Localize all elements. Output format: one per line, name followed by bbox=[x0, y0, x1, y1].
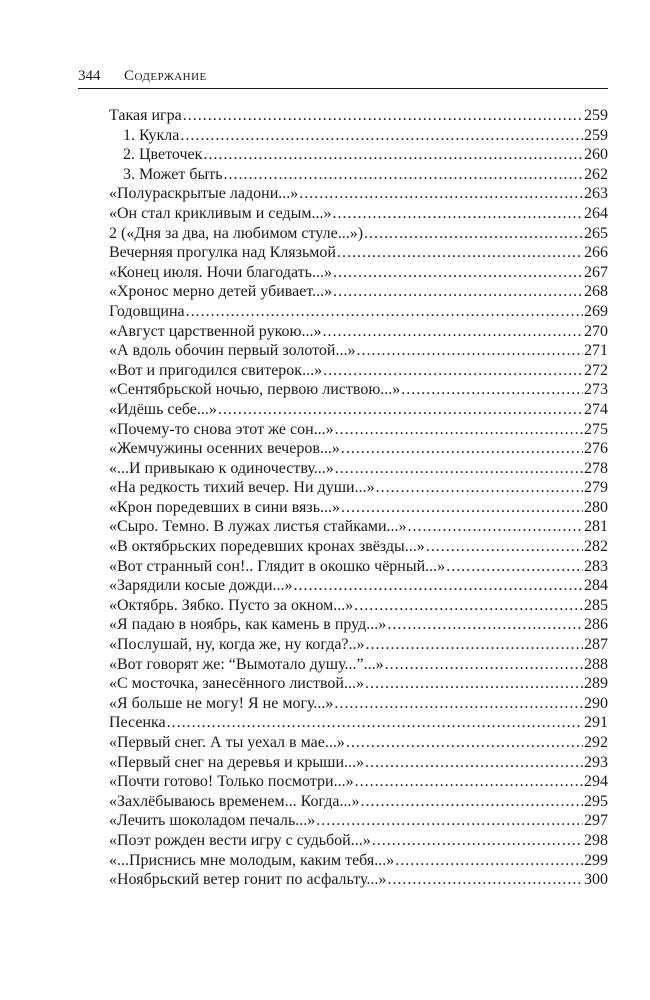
toc-dot-leader bbox=[322, 322, 583, 342]
toc-entry-title: 3. Может быть bbox=[123, 165, 223, 183]
toc-dot-leader bbox=[341, 439, 583, 459]
toc-dot-leader bbox=[323, 361, 583, 381]
toc-entry-title: 2 («Дня за два, на любимом стуле...») bbox=[109, 224, 364, 242]
toc-entry-title: «Идёшь себе...» bbox=[109, 400, 217, 418]
running-head bbox=[78, 66, 608, 88]
toc-entry bbox=[109, 831, 608, 851]
toc-entry bbox=[109, 674, 608, 694]
toc-entry bbox=[109, 439, 608, 459]
toc-entry-page: 259 bbox=[584, 107, 608, 124]
toc-entry bbox=[109, 576, 608, 596]
toc-entry bbox=[109, 753, 608, 773]
toc-dot-leader bbox=[408, 517, 583, 537]
toc-entry-page: 298 bbox=[584, 831, 608, 849]
toc-entry bbox=[109, 478, 608, 498]
toc-entry-title: «Октябрь. Зябко. Пусто за окном...» bbox=[109, 596, 354, 614]
toc-entry-page: 285 bbox=[584, 596, 608, 614]
page-number: 344 bbox=[78, 68, 101, 84]
toc-entry-title: Годовщина bbox=[109, 302, 185, 320]
header-rule bbox=[78, 88, 608, 89]
toc-entry-page: 263 bbox=[584, 185, 608, 203]
toc-entry-title: «Захлёбываюсь временем... Когда...» bbox=[109, 792, 360, 810]
toc-dot-leader bbox=[364, 224, 583, 244]
toc-entry-title: «Ноябрьский ветер гонит по асфальту...» bbox=[109, 871, 387, 889]
toc-entry-page: 289 bbox=[584, 675, 608, 693]
toc-dot-leader bbox=[183, 106, 583, 126]
toc-dot-leader bbox=[341, 498, 583, 518]
toc-entry-title: «Он стал крикливым и седым...» bbox=[109, 204, 332, 222]
toc-entry-page: 280 bbox=[584, 498, 608, 516]
toc-dot-leader bbox=[366, 635, 583, 655]
toc-entry bbox=[109, 459, 608, 479]
toc-entry-title: «Поэт рожден вести игру с судьбой...» bbox=[109, 831, 371, 849]
toc-entry-page: 265 bbox=[584, 224, 608, 242]
toc-entry-page: 281 bbox=[584, 518, 608, 536]
toc-entry-page: 266 bbox=[584, 244, 608, 262]
toc-entry-title: «Зарядили косые дожди...» bbox=[109, 577, 293, 595]
toc-dot-leader bbox=[426, 537, 583, 557]
toc-entry-page: 268 bbox=[584, 283, 608, 301]
toc-dot-leader bbox=[203, 145, 583, 165]
toc-entry-page: 288 bbox=[584, 655, 608, 673]
toc-entry bbox=[109, 694, 608, 714]
toc-entry-title: «Вот и пригодился свитерок...» bbox=[109, 361, 323, 379]
toc-dot-leader bbox=[356, 341, 583, 361]
toc-entry bbox=[109, 851, 608, 871]
toc-dot-leader bbox=[180, 126, 583, 146]
toc-entry bbox=[109, 302, 608, 322]
toc-entry-page: 291 bbox=[584, 714, 608, 732]
toc-entry-page: 267 bbox=[584, 263, 608, 281]
toc-entry-page: 283 bbox=[584, 557, 608, 575]
toc-entry bbox=[109, 184, 608, 204]
toc-entry bbox=[109, 380, 608, 400]
toc-dot-leader bbox=[335, 459, 583, 479]
toc-entry-page: 293 bbox=[584, 753, 608, 771]
toc-entry-title: Вечерняя прогулка над Клязьмой bbox=[109, 244, 336, 262]
toc-entry-page: 299 bbox=[584, 851, 608, 869]
toc-entry-title: «Крон поредевших в сини вязь...» bbox=[109, 498, 341, 516]
toc-entry-page: 286 bbox=[584, 616, 608, 634]
toc-entry-title: «Вот странный сон!.. Глядит в окошко чёрный...» bbox=[109, 557, 446, 575]
toc-entry-title: Песенка bbox=[109, 714, 166, 732]
toc-entry bbox=[109, 322, 608, 342]
toc-entry bbox=[109, 282, 608, 302]
toc-dot-leader bbox=[337, 243, 583, 263]
toc-dot-leader bbox=[355, 772, 583, 792]
toc-entry-title: «Я больше не могу! Я не могу...» bbox=[109, 694, 334, 712]
toc-entry-page: 273 bbox=[584, 381, 608, 399]
toc-dot-leader bbox=[346, 733, 583, 753]
toc-entry-page: 269 bbox=[584, 302, 608, 320]
toc-entry-page: 271 bbox=[584, 342, 608, 360]
toc-entry-title: Такая игра bbox=[109, 107, 182, 124]
toc-dot-leader bbox=[372, 831, 583, 851]
toc-entry bbox=[109, 792, 608, 812]
toc-entry bbox=[109, 517, 608, 537]
toc-dot-leader bbox=[332, 204, 583, 224]
toc-entry bbox=[109, 420, 608, 440]
toc-entry-page: 297 bbox=[584, 812, 608, 830]
toc-entry-title: «Послушай, ну, когда же, ну когда?..» bbox=[109, 636, 365, 654]
toc-entry-page: 262 bbox=[584, 165, 608, 183]
toc-entry-page: 272 bbox=[584, 361, 608, 379]
toc-dot-leader bbox=[387, 870, 583, 890]
toc-dot-leader bbox=[186, 302, 583, 322]
toc-entry-page: 278 bbox=[584, 459, 608, 477]
toc-entry-title: «Первый снег. А ты уехал в мае...» bbox=[109, 734, 345, 751]
toc-entry-title: «Конец июля. Ночи благодать...» bbox=[109, 263, 332, 281]
toc-entry bbox=[109, 106, 608, 126]
toc-entry bbox=[109, 596, 608, 616]
toc-dot-leader bbox=[334, 694, 583, 714]
toc-entry-page: 260 bbox=[584, 146, 608, 164]
toc-entry-title: «Сентябрьской ночью, первою листвою...» bbox=[109, 381, 401, 399]
toc-dot-leader bbox=[385, 655, 583, 675]
toc-entry-page: 282 bbox=[584, 538, 608, 556]
toc-entry-title: «Жемчужины осенних вечеров...» bbox=[109, 440, 340, 458]
toc-entry bbox=[109, 537, 608, 557]
toc-dot-leader bbox=[365, 674, 583, 694]
toc-dot-leader bbox=[224, 165, 583, 185]
toc-entry-title: «В октябрьских поредевших кронах звёзды...» bbox=[109, 538, 425, 556]
toc-entry-title: «Лечить шоколадом печаль...» bbox=[109, 812, 316, 830]
toc-entry-page: 294 bbox=[584, 773, 608, 791]
toc-entry bbox=[109, 400, 608, 420]
toc-dot-leader bbox=[218, 400, 583, 420]
toc-entry-page: 300 bbox=[584, 871, 608, 889]
toc-entry-page: 284 bbox=[584, 577, 608, 595]
toc-entry-title: «Почти готово! Только посмотри...» bbox=[109, 773, 354, 791]
toc-entry-page: 259 bbox=[584, 126, 608, 144]
toc-dot-leader bbox=[294, 576, 583, 596]
toc-entry-title: «...И привыкаю к одиночеству...» bbox=[109, 459, 334, 477]
toc-entry-title: «Полураскрытые ладони...» bbox=[109, 185, 299, 203]
toc-entry-page: 276 bbox=[584, 440, 608, 458]
toc-entry-title: 2. Цветочек bbox=[123, 146, 203, 164]
toc-dot-leader bbox=[333, 282, 583, 302]
toc-entry bbox=[109, 870, 608, 890]
toc-entry-title: «На редкость тихий вечер. Ни души...» bbox=[109, 479, 375, 497]
toc-entry bbox=[109, 243, 608, 263]
toc-entry bbox=[109, 165, 608, 185]
toc-entry-page: 279 bbox=[584, 479, 608, 497]
toc-dot-leader bbox=[360, 792, 583, 812]
toc-entry-page: 290 bbox=[584, 694, 608, 712]
toc-entry-title: 1. Кукла bbox=[123, 126, 180, 144]
toc-entry bbox=[109, 263, 608, 283]
toc-dot-leader bbox=[395, 851, 583, 871]
toc-entry bbox=[109, 811, 608, 831]
toc-entry-title: «Я падаю в ноябрь, как камень в пруд...» bbox=[109, 616, 387, 634]
table-of-contents bbox=[109, 106, 608, 890]
toc-entry-page: 264 bbox=[584, 204, 608, 222]
toc-entry-title: «А вдоль обочин первый золотой...» bbox=[109, 342, 356, 360]
toc-entry-title: «С мосточка, занесённого листвой...» bbox=[109, 675, 364, 693]
toc-entry bbox=[109, 733, 608, 753]
section-title: Содержание bbox=[124, 68, 207, 84]
toc-entry-page: 270 bbox=[584, 322, 608, 340]
toc-entry bbox=[109, 615, 608, 635]
toc-entry-title: «Сыро. Темно. В лужах листья стайками...» bbox=[109, 518, 407, 536]
toc-entry bbox=[109, 224, 608, 244]
toc-dot-leader bbox=[365, 753, 583, 773]
toc-entry-page: 292 bbox=[584, 734, 608, 751]
toc-entry bbox=[109, 772, 608, 792]
toc-entry-page: 274 bbox=[584, 400, 608, 418]
toc-dot-leader bbox=[401, 380, 583, 400]
toc-entry bbox=[109, 498, 608, 518]
toc-entry bbox=[109, 204, 608, 224]
toc-dot-leader bbox=[446, 557, 583, 577]
toc-entry-page: 295 bbox=[584, 792, 608, 810]
toc-dot-leader bbox=[376, 478, 583, 498]
toc-entry bbox=[109, 126, 608, 146]
toc-entry-title: «Первый снег на деревья и крыши...» bbox=[109, 753, 365, 771]
toc-dot-leader bbox=[387, 615, 583, 635]
toc-entry bbox=[109, 713, 608, 733]
toc-dot-leader bbox=[335, 420, 583, 440]
toc-entry-page: 287 bbox=[584, 636, 608, 654]
toc-dot-leader bbox=[354, 596, 583, 616]
toc-entry bbox=[109, 655, 608, 675]
toc-entry bbox=[109, 361, 608, 381]
toc-dot-leader bbox=[316, 811, 583, 831]
toc-entry-title: «...Приснись мне молодым, каким тебя...» bbox=[109, 851, 395, 869]
toc-entry bbox=[109, 145, 608, 165]
toc-dot-leader bbox=[167, 713, 583, 733]
toc-dot-leader bbox=[299, 184, 583, 204]
toc-entry-title: «Хронос мерно детей убивает...» bbox=[109, 283, 333, 301]
toc-entry bbox=[109, 557, 608, 577]
toc-entry-title: «Почему-то снова этот же сон...» bbox=[109, 420, 334, 438]
toc-dot-leader bbox=[333, 263, 583, 283]
toc-entry bbox=[109, 635, 608, 655]
toc-entry-page: 275 bbox=[584, 420, 608, 438]
toc-entry-title: «Август царственной рукою...» bbox=[109, 322, 322, 340]
toc-entry bbox=[109, 341, 608, 361]
toc-entry-title: «Вот говорят же: “Вымотало душу...”...» bbox=[109, 655, 384, 673]
